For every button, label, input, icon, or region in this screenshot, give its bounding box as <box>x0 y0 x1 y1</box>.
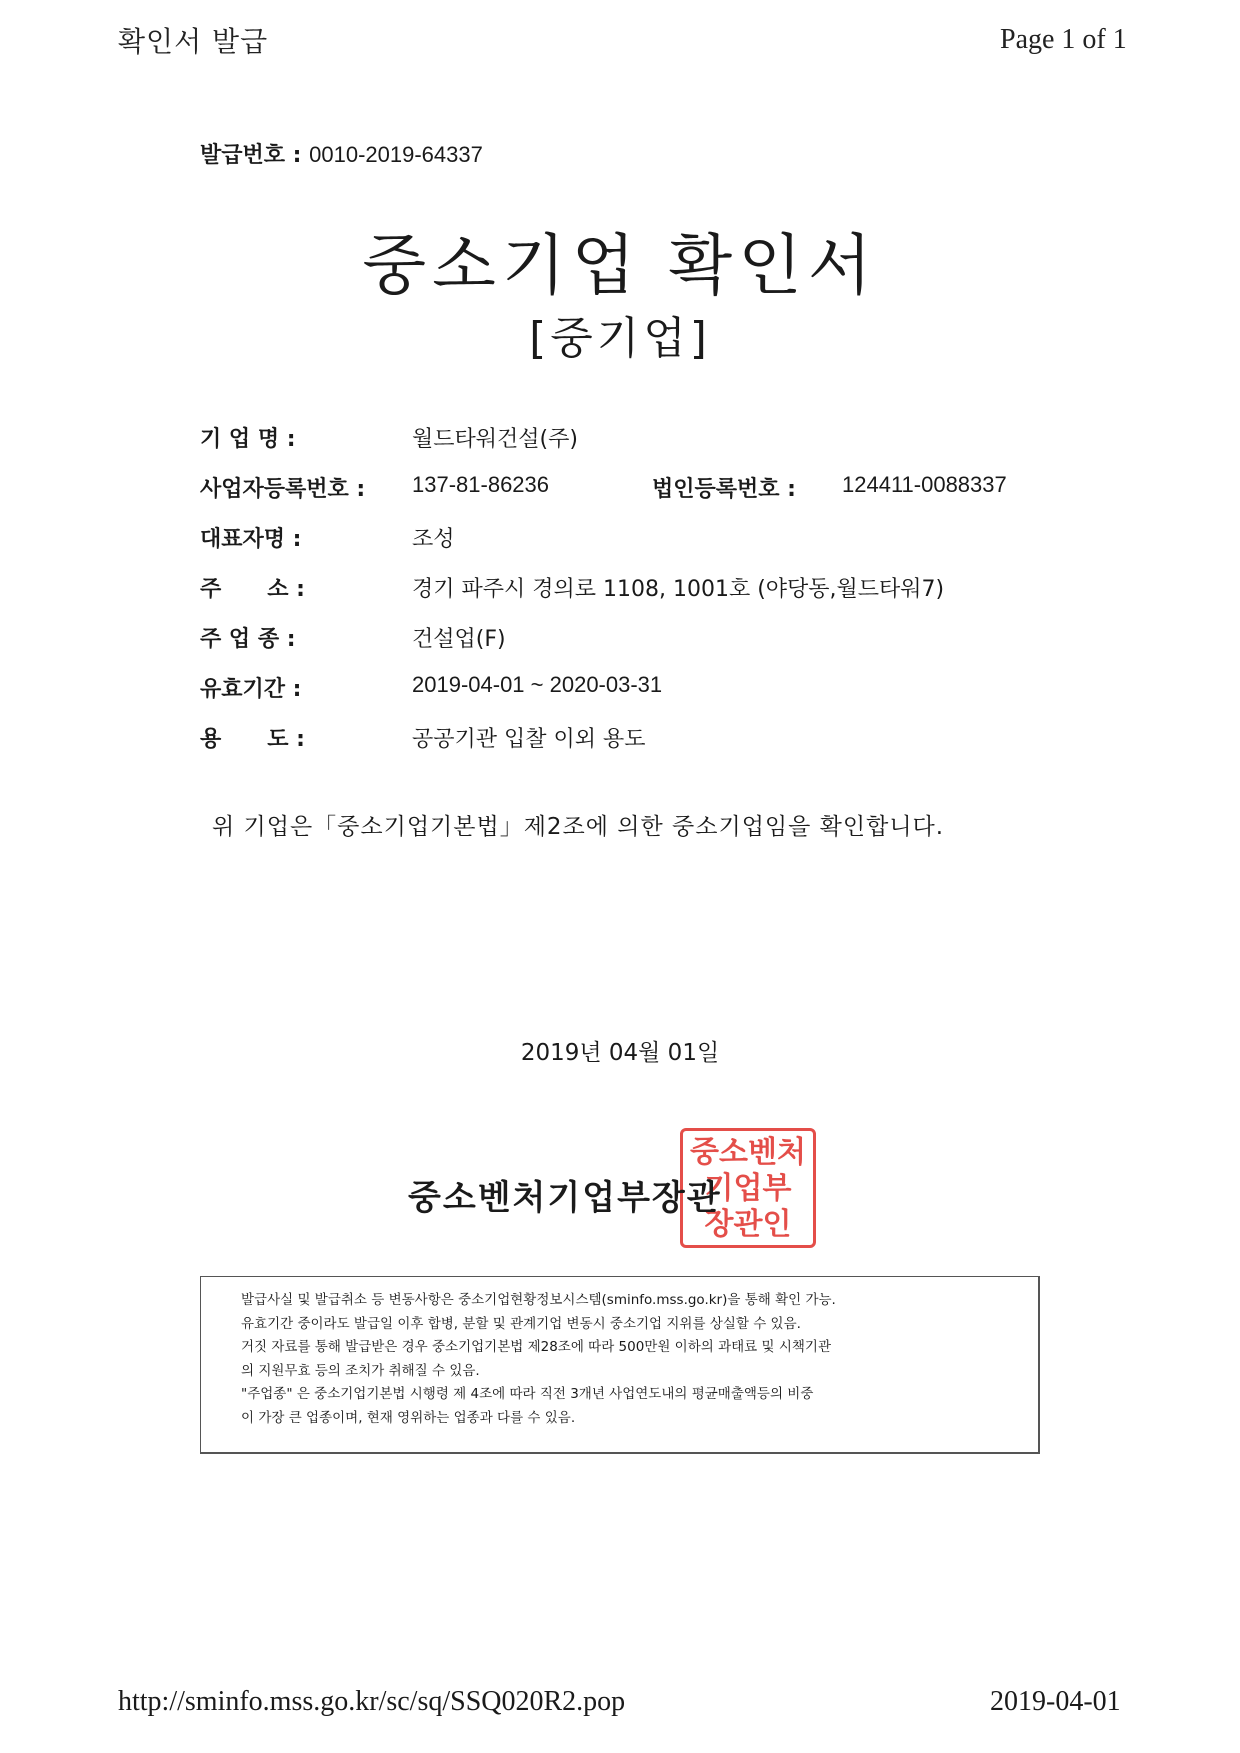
page-indicator: Page 1 of 1 <box>1000 24 1127 55</box>
representative-value: 조성 <box>412 527 455 552</box>
validity-value: 2019-04-01 ~ 2020-03-31 <box>412 672 663 697</box>
footer-date: 2019-04-01 <box>990 1686 1121 1717</box>
issue-date: 2019년 04월 01일 <box>520 1040 720 1066</box>
seal-line-1: 중소벤처 <box>690 1135 806 1170</box>
company-name-label: 기 업 명 : <box>200 427 296 452</box>
notice-line-6: 이 가장 큰 업종이며, 현재 영위하는 업종과 다를 수 있음. <box>241 1409 576 1426</box>
document-subtitle: [중기업] <box>529 313 711 364</box>
purpose-value: 공공기관 입찰 이외 용도 <box>412 727 646 752</box>
notice-line-1: 발급사실 및 발급취소 등 변동사항은 중소기업현황정보시스템(sminfo.mss.go.kr)을 통해 확인 가능. <box>241 1292 836 1308</box>
company-name-value: 월드타워건설(주) <box>412 427 578 452</box>
representative-label: 대표자명 : <box>200 527 302 552</box>
issuer-name: 중소벤처기업부장관 <box>408 1178 722 1218</box>
corp-reg-value: 124411-0088337 <box>842 472 1007 497</box>
issue-number-row <box>200 138 483 169</box>
address-value: 경기 파주시 경의로 1108, 1001호 (야당동,월드타워7) <box>412 577 945 602</box>
main-industry-value: 건설업(F) <box>412 627 506 652</box>
main-industry-label: 주 업 종 : <box>200 627 296 652</box>
seal-line-2: 기업부 <box>704 1171 792 1206</box>
header-title: 확인서 발급 <box>118 25 269 58</box>
purpose-label: 용 도 : <box>200 727 305 752</box>
validity-label: 유효기간 : <box>200 677 302 702</box>
corp-reg-label: 법인등록번호 : <box>652 477 796 502</box>
notice-line-2: 유효기간 중이라도 발급일 이후 합병, 분할 및 관계기업 변동시 중소기업 지위를 상실할 수 있음. <box>241 1315 801 1332</box>
footer-url: http://sminfo.mss.go.kr/sc/sq/SSQ020R2.pop <box>118 1686 626 1717</box>
issue-number-value: 0010-2019-64337 <box>309 142 483 167</box>
document-title: 중소기업 확인서 <box>362 227 878 304</box>
notice-line-4: 의 지원무효 등의 조치가 취해질 수 있음. <box>241 1362 480 1379</box>
notice-line-3: 거짓 자료를 통해 발급받은 경우 중소기업기본법 제28조에 따라 500만원 이하의 과태료 및 시책기관 <box>241 1339 831 1355</box>
issue-number-label: 발급번호 : <box>200 143 302 168</box>
notice-box <box>200 1276 1040 1454</box>
address-label: 주 소 : <box>200 577 305 602</box>
business-reg-label: 사업자등록번호 : <box>200 477 366 502</box>
confirmation-text: 위 기업은「중소기업기본법」제2조에 의한 중소기업임을 확인합니다. <box>212 814 945 840</box>
business-reg-value: 137-81-86236 <box>412 472 550 497</box>
seal-line-3: 장관인 <box>704 1207 792 1242</box>
notice-line-5: "주업종" 은 중소기업기본법 시행령 제 4조에 따라 직전 3개년 사업연도내의 평균매출액등의 비중 <box>241 1386 814 1402</box>
